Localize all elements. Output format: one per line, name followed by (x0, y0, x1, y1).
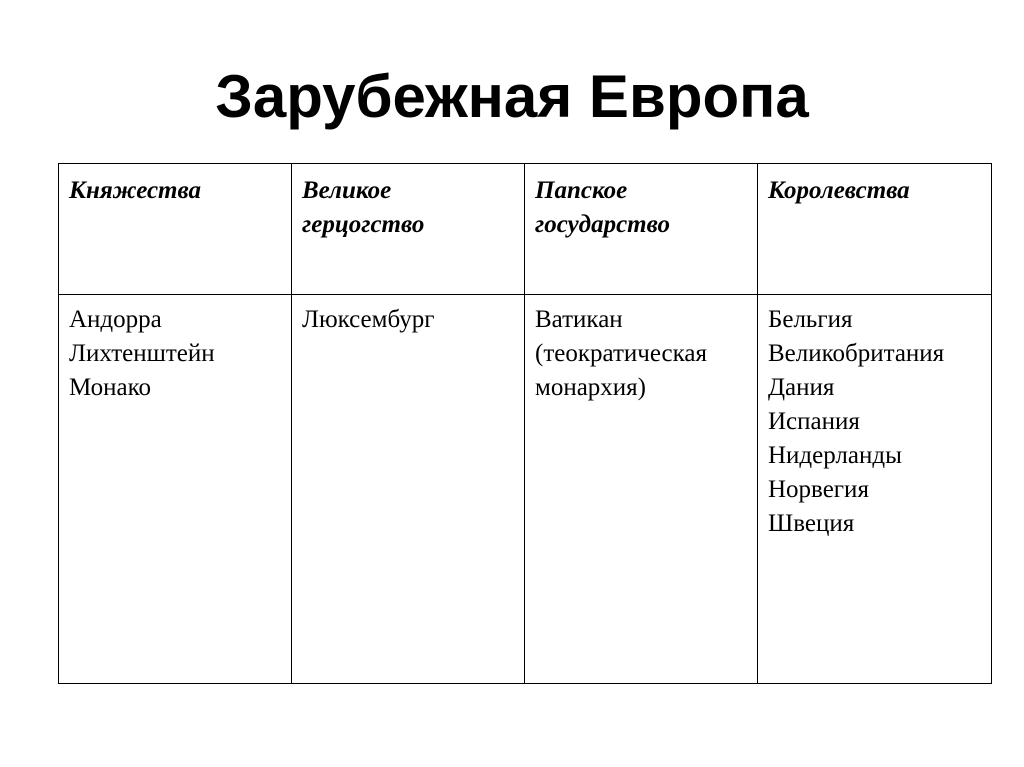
countries-table (58, 163, 992, 684)
list-item: Монако (69, 374, 151, 401)
list-item: Норвегия (768, 476, 869, 503)
header-principalities: Княжества (59, 164, 292, 295)
slide-title: Зарубежная Европа (215, 63, 809, 130)
cell-kingdoms (758, 295, 992, 684)
cell-grand-duchy (292, 295, 525, 684)
list-item: Ватикан (теократическая монархия) (535, 306, 707, 401)
list-item: Бельгия (768, 306, 853, 333)
table-header-row (59, 164, 992, 295)
header-papal-state: Папское государство (525, 164, 758, 295)
list-item: Дания (768, 374, 835, 401)
list-item: Нидерланды (768, 442, 902, 469)
list-item: Люксембург (302, 306, 435, 333)
cell-papal-state (525, 295, 758, 684)
cell-principalities (59, 295, 292, 684)
list-item: Испания (768, 408, 860, 435)
header-kingdoms: Королевства (758, 164, 992, 295)
header-grand-duchy: Великое герцогство (292, 164, 525, 295)
list-item: Лихтенштейн (69, 340, 215, 367)
table-row (59, 295, 992, 684)
list-item: Андорра (69, 306, 162, 333)
list-item: Швеция (768, 510, 855, 537)
list-item: Великобритания (768, 340, 945, 367)
